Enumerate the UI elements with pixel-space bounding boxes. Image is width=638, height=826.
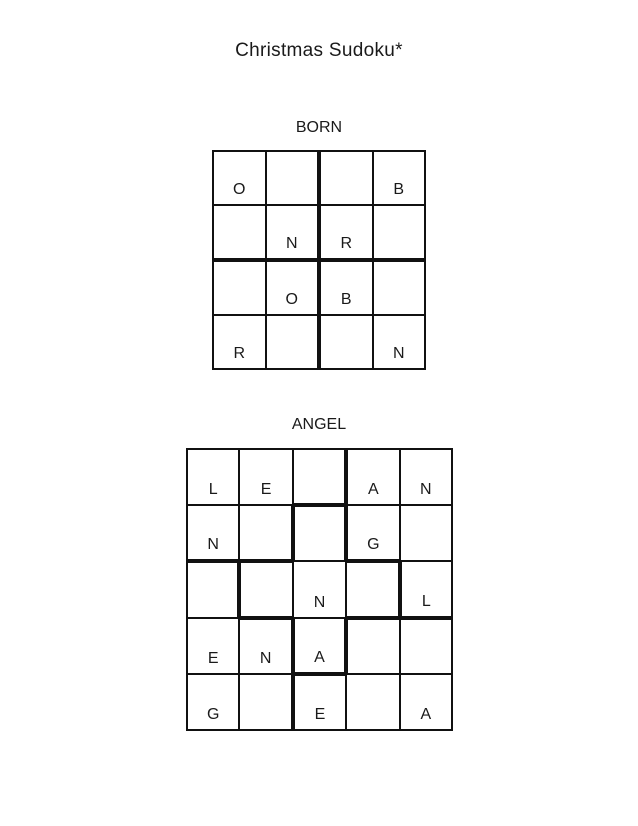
cell-letter: N xyxy=(420,480,432,498)
sudoku-cell xyxy=(212,150,266,205)
cell-letter: O xyxy=(233,181,246,198)
cell-letter: R xyxy=(233,345,246,362)
sudoku-cell xyxy=(400,674,453,731)
sudoku-cell xyxy=(266,260,320,315)
angel-sudoku-grid xyxy=(186,448,453,731)
cell-letter: N xyxy=(207,536,219,554)
sudoku-cell xyxy=(239,505,292,562)
sudoku-cell xyxy=(212,205,266,260)
cell-letter: O xyxy=(285,291,298,308)
born-sudoku-grid xyxy=(212,150,426,370)
sudoku-cell xyxy=(319,205,373,260)
cell-letter: R xyxy=(340,235,353,252)
sudoku-cell xyxy=(293,561,346,618)
cell-letter: G xyxy=(206,705,220,723)
sudoku-cell xyxy=(346,448,399,505)
sudoku-cell xyxy=(186,618,239,675)
cell-letter: E xyxy=(260,480,272,498)
cell-letter: L xyxy=(208,480,218,498)
cell-letter: G xyxy=(367,536,380,554)
sudoku-cell xyxy=(373,205,427,260)
sudoku-cell xyxy=(346,618,399,675)
sudoku-cell xyxy=(293,618,346,675)
sudoku-cell xyxy=(373,150,427,205)
sudoku-cell xyxy=(186,561,239,618)
sudoku-cell xyxy=(346,505,399,562)
sudoku-cell xyxy=(373,260,427,315)
sudoku-cell xyxy=(186,505,239,562)
cell-letter: N xyxy=(392,345,405,362)
cell-letter: N xyxy=(259,650,272,668)
sudoku-cell xyxy=(293,674,346,731)
sudoku-cell xyxy=(186,448,239,505)
sudoku-cell xyxy=(239,448,292,505)
cell-letter: N xyxy=(313,593,326,611)
sudoku-cell xyxy=(239,674,292,731)
born-puzzle-title: BORN xyxy=(295,119,343,136)
sudoku-cell xyxy=(239,618,292,675)
sudoku-cell xyxy=(266,205,320,260)
angel-puzzle-title: ANGEL xyxy=(291,416,347,433)
sudoku-cell xyxy=(293,505,346,562)
sudoku-cell xyxy=(239,561,292,618)
cell-letter: E xyxy=(314,705,326,723)
sudoku-cell xyxy=(266,315,320,370)
sudoku-cell xyxy=(319,260,373,315)
sudoku-cell xyxy=(186,674,239,731)
sudoku-cell xyxy=(293,448,346,505)
page-title: Christmas Sudoku* xyxy=(235,40,403,61)
sudoku-cell xyxy=(346,674,399,731)
sudoku-cell xyxy=(346,561,399,618)
sudoku-cell xyxy=(373,315,427,370)
cell-letter: B xyxy=(340,291,352,308)
cell-letter: A xyxy=(420,705,432,723)
cell-letter: N xyxy=(285,235,298,252)
cell-letter: B xyxy=(393,181,405,198)
sudoku-cell xyxy=(266,150,320,205)
sudoku-cell xyxy=(400,618,453,675)
sudoku-cell xyxy=(400,505,453,562)
cell-letter: A xyxy=(314,649,325,667)
sudoku-cell xyxy=(319,315,373,370)
sudoku-cell xyxy=(400,561,453,618)
sudoku-cell xyxy=(212,315,266,370)
cell-letter: E xyxy=(207,650,219,668)
sudoku-cell xyxy=(212,260,266,315)
cell-letter: L xyxy=(421,592,431,610)
cell-letter: A xyxy=(368,480,379,498)
sudoku-cell xyxy=(400,448,453,505)
sudoku-cell xyxy=(319,150,373,205)
